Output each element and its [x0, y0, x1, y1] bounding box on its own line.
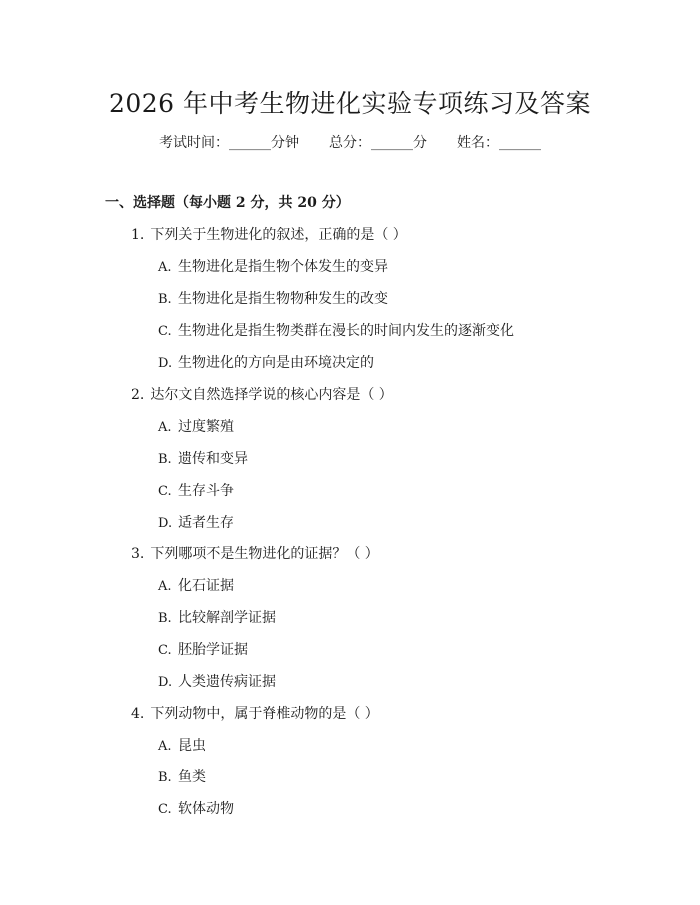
- question-number: 3.: [131, 546, 145, 562]
- option-letter: B.: [158, 452, 172, 467]
- option-text: 生物进化是指生物物种发生的改变: [178, 291, 388, 307]
- option-1a: [158, 256, 388, 276]
- option-2b: [158, 448, 248, 468]
- option-2d: [158, 512, 234, 532]
- question-text: 下列关于生物进化的叙述，正确的是（ ）: [150, 227, 407, 243]
- option-1b: [158, 288, 388, 308]
- option-text: 胚胎学证据: [178, 642, 248, 658]
- option-2a: [158, 416, 234, 436]
- option-text: 人类遗传病证据: [178, 674, 276, 690]
- option-text: 鱼类: [178, 769, 206, 785]
- option-3d: [158, 671, 276, 691]
- option-1d: [158, 352, 374, 372]
- question-3: [131, 543, 379, 563]
- exam-time: 考试时间：______分钟: [159, 135, 299, 151]
- option-3a: [158, 575, 234, 595]
- option-1c: [158, 320, 514, 340]
- page-title: 2026 年中考生物进化实验专项练习及答案: [108, 89, 592, 118]
- option-letter: C.: [158, 643, 172, 658]
- option-4c: [158, 798, 234, 818]
- exam-meta: [0, 132, 700, 152]
- option-2c: [158, 480, 234, 500]
- option-text: 生存斗争: [178, 483, 234, 499]
- question-number: 1.: [131, 227, 145, 243]
- option-letter: A.: [158, 260, 172, 275]
- option-text: 化石证据: [178, 578, 234, 594]
- option-text: 适者生存: [178, 515, 234, 531]
- option-letter: A.: [158, 739, 172, 754]
- option-letter: B.: [158, 770, 172, 785]
- option-text: 软体动物: [178, 801, 234, 817]
- question-text: 达尔文自然选择学说的核心内容是（ ）: [150, 387, 393, 403]
- question-text: 下列动物中，属于脊椎动物的是（ ）: [150, 706, 379, 722]
- option-letter: B.: [158, 611, 172, 626]
- option-text: 过度繁殖: [178, 419, 234, 435]
- question-4: [131, 703, 379, 723]
- question-text: 下列哪项不是生物进化的证据？（ ）: [150, 546, 379, 562]
- option-3c: [158, 639, 248, 659]
- question-number: 4.: [131, 706, 145, 722]
- option-letter: A.: [158, 579, 172, 594]
- option-letter: C.: [158, 484, 172, 499]
- option-text: 遗传和变异: [178, 451, 248, 467]
- student-name: 姓名：______: [457, 135, 541, 151]
- section-heading: 一、选择题（每小题 2 分，共 20 分）: [105, 195, 350, 211]
- option-letter: C.: [158, 802, 172, 817]
- exam-score: 总分：______分: [329, 135, 427, 151]
- question-number: 2.: [131, 387, 145, 403]
- option-letter: A.: [158, 420, 172, 435]
- question-1: [131, 224, 407, 244]
- option-text: 生物进化是指生物类群在漫长的时间内发生的逐渐变化: [178, 323, 514, 339]
- option-letter: D.: [158, 675, 173, 690]
- question-2: [131, 384, 393, 404]
- option-text: 生物进化的方向是由环境决定的: [178, 355, 374, 371]
- option-letter: C.: [158, 324, 172, 339]
- option-letter: D.: [158, 516, 173, 531]
- option-4b: [158, 766, 206, 786]
- option-text: 生物进化是指生物个体发生的变异: [178, 259, 388, 275]
- option-3b: [158, 607, 276, 627]
- option-letter: D.: [158, 356, 173, 371]
- option-text: 昆虫: [178, 738, 206, 754]
- option-text: 比较解剖学证据: [178, 610, 276, 626]
- option-4a: [158, 735, 206, 755]
- option-letter: B.: [158, 292, 172, 307]
